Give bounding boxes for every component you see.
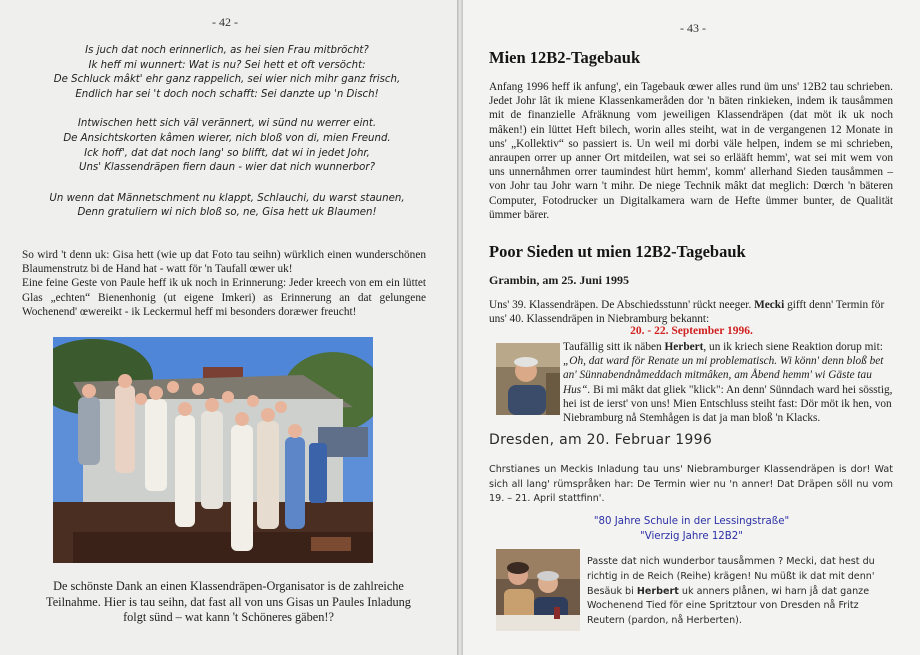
left-page — [0, 0, 457, 655]
poem-line: De Schluck mâkt' ehr ganz rappelich, sei wier nich mihr ganz frisch, — [53, 74, 401, 86]
dinner-photo — [496, 549, 580, 631]
blue-heading: "Vierzig Jahre 12B2" — [640, 530, 743, 542]
entry-text — [489, 298, 893, 326]
right-page — [463, 0, 920, 655]
caption-line: Teilnahme. Hier is tau seihn, dat fast all von uns Gisas un Paules Inladung — [46, 594, 411, 609]
entry-text-with-quote — [563, 340, 893, 425]
poem-line: Ik heff mi wunnert: Wat is nu? Sei hett et oft versöcht: — [88, 59, 366, 71]
herbert-quote: „Oh, dat ward för Renate un mi problematisch. Wi könn' denn bloß bet an' Sünnabendnåmeddach mitmâken, am Åbend hemm' wi Gäste tau Hus“. — [563, 355, 884, 396]
poem-line: Un wenn dat Männetschment nu klappt, Schlauchi, du warst staunen, — [49, 192, 405, 204]
entry-text-span: gifft denn' Termin för uns' 40. Klassendräpen in Niebramburg bekannt: — [489, 299, 885, 326]
poem-stanza — [22, 44, 432, 102]
poem-line: Endlich har sei 't doch noch schafft: Sei danzte up 'n Disch! — [75, 88, 379, 100]
dinner-image — [496, 549, 580, 631]
blue-heading: "80 Jahre Schule in der Lessingstraße" — [593, 516, 790, 527]
person-name: Mecki — [754, 299, 785, 311]
poem-stanza — [22, 192, 432, 221]
entry-text-span: , un ik kriech siene Reaktion dorup mit: — [703, 341, 883, 353]
poem-line: Uns' Klassendräpen fiern daun - wier dat nich wunnerbor? — [78, 162, 376, 174]
poem-line: Denn gratuliern wi nich bloß so, ne, Gisa hett uk Blaumen! — [77, 207, 377, 219]
diary-intro-paragraph: Anfang 1996 heff ik anfung', ein Tagebauk œwer alles rund üm uns' 12B2 tau schrieben. Jedet Johr lât ik miene Klassenkameråden dor 'n bäten rinkieken, indem ik tausåmmen mit de finanzielle Afräknung vom jeweiligen Klassendräpen (dat möt ik uk noch mâken!) ein lüttet Heft bilech, worin alles steiht, wat in de vergangenen 12 Monate in uns' „Kollektiv“ so passiert is. Un weil mi dorbi väle helpen, indem se mi schrieben, anraupen orrer up anner Ort mitdeilen, wat sei so erlääft hemm', wat sei mit wem von uns unnernåhmen orrer taumindest hürt hemm', komm' allerhand Sieden tausåmmen – von Johr tau Johr warn 't mihr. De niege Technik mâkt dat meglich: Dœrch 'n bäteren Computer, Fotodrucker un Digitalkamera warn de Hefte ümmer bunter, de Qualität ümmer bärer. — [489, 81, 893, 221]
page-number: - 42 - — [212, 15, 238, 29]
section-title: Poor Sieden ut mien 12B2-Tagebauk — [489, 242, 746, 261]
anniversary-headings — [463, 515, 920, 544]
entry-text-span: Uns' 39. Klassendräpen. De Abschiedsstunn' rückt neeger. — [489, 299, 752, 311]
story-paragraph — [22, 248, 426, 319]
poem-line: Intwischen hett sich väl verännert, wi sünd nu werrer eint. — [77, 118, 377, 130]
entry-text: Chrstianes un Meckis Inladung tau uns' Niebramburger Klassendräpen is dor! Wat sich all lang' rümspråken har: De Termin wier nu 'n anner! Dat Dräpen söll nu vom 19. – 21. April stattfinn'. — [489, 464, 893, 504]
section-title: Mien 12B2-Tagebauk — [489, 48, 641, 67]
herbert-photo — [496, 343, 560, 415]
poem-line: Ick hoff', dat dat noch lang' so blifft, dat wi in jedet Johr, — [84, 147, 370, 159]
paragraph-text: So wird 't denn uk: Gisa hett (wie up dat Foto tau seihn) würklich einen wunderschönen Blaumenstrutz bi de Hand hat - watt för 'n Taufall œwer uk! — [22, 249, 426, 276]
page-number: - 43 - — [680, 21, 706, 35]
paragraph-text: Eine feine Geste von Paule heff ik uk noch in Erinnerung: Jeder kreech von em ein lüttet Glas „echten“ Bienenhonig (ut eigene Imkeri) as Erinnerung an dat gelungene Wochenend' œwereikt - ik Leckermul heff mi besonders doræwer freucht! — [22, 277, 426, 318]
caption-line: folgt sünd – wat kann 't Schöneres gäben!? — [123, 610, 334, 624]
entry-heading: Grambin, am 25. Juni 1995 — [489, 273, 630, 287]
caption-line: De schönste Dank an einen Klassendräpen-Organisator is de zahlreiche — [53, 579, 404, 593]
poem-line: De Ansichtskorten kâmen wierer, nich bloß von di, mien Freund. — [63, 132, 391, 144]
poem-stanza — [22, 117, 432, 175]
portrait-image — [496, 343, 560, 415]
entry-text-span: Taufällig sitt ik näben — [563, 341, 662, 353]
reunion-date: 20. - 22. September 1996. — [630, 325, 753, 337]
class-reunion-photo — [53, 337, 373, 563]
entry-text — [587, 555, 893, 629]
entry-text-span: Passte dat nich wunderbor tausåmmen ? Mecki, dat hest du richtig in de Reich (Reihe) krägen! Nu müßt ik dat mit denn' Besäuk bi — [587, 556, 875, 597]
photo-caption — [0, 579, 457, 626]
entry-text-span: uk anners plånen, wi harn jå dat ganze Wochenend Tied för eine Spritztour von Dresden nå Fritz Reutern (pardon, nå Herberten). — [587, 585, 870, 627]
poem — [22, 44, 432, 221]
poem-line: Is juch dat noch erinnerlich, as hei sien Frau mitbröcht? — [85, 45, 369, 56]
entry-heading: Dresden, am 20. Februar 1996 — [489, 432, 713, 448]
group-photo-image — [53, 337, 373, 563]
person-name: Herbert — [636, 585, 679, 597]
person-name: Herbert — [664, 341, 704, 353]
entry-text-span: Bi mi mâkt dat gliek "klick": An denn' Sünndach ward hei sösstig, hei ist de ierst' von uns! Mien Entschluss steiht fast: Dör möt ik hen, von Niebramburg nå Stemhågen is dat ja man bloß 'n Klacks. — [563, 383, 893, 425]
